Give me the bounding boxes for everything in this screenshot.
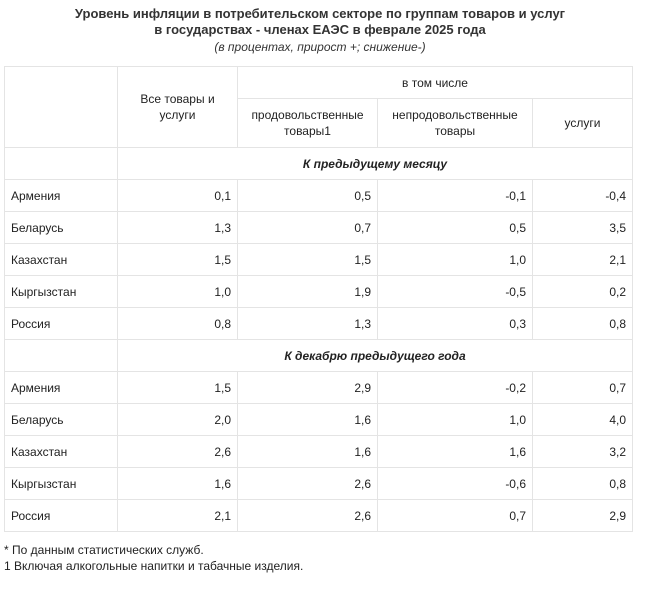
footnote-source: * По данным статистических служб. — [4, 543, 204, 557]
services-cell: 2,1 — [533, 244, 633, 276]
country-cell: Армения — [5, 180, 118, 212]
country-cell: Казахстан — [5, 244, 118, 276]
all-goods-cell: 2,0 — [118, 404, 238, 436]
nonfood-cell: -0,5 — [378, 276, 533, 308]
services-cell: 0,8 — [533, 308, 633, 340]
services-cell: 3,5 — [533, 212, 633, 244]
table-row — [5, 308, 633, 340]
nonfood-cell: 0,7 — [378, 500, 533, 532]
table-row — [5, 244, 633, 276]
all-goods-cell: 1,3 — [118, 212, 238, 244]
inflation-table — [4, 66, 633, 532]
section-row — [5, 148, 633, 180]
nonfood-cell: -0,6 — [378, 468, 533, 500]
services-cell: 2,9 — [533, 500, 633, 532]
section-label: К декабрю предыдущего года — [118, 340, 633, 372]
nonfood-cell: 1,6 — [378, 436, 533, 468]
country-cell: Армения — [5, 372, 118, 404]
nonfood-cell: 0,3 — [378, 308, 533, 340]
footnotes — [4, 542, 303, 574]
food-cell: 0,7 — [238, 212, 378, 244]
table-row — [5, 212, 633, 244]
food-cell: 2,6 — [238, 468, 378, 500]
footnote-food: 1 Включая алкогольные напитки и табачные изделия. — [4, 559, 304, 573]
services-cell: 4,0 — [533, 404, 633, 436]
food-cell: 1,9 — [238, 276, 378, 308]
food-cell: 1,6 — [238, 436, 378, 468]
section-row — [5, 340, 633, 372]
table-title — [0, 6, 640, 38]
header-food: продовольственные товары1 — [238, 99, 378, 148]
header-including: в том числе — [238, 67, 633, 99]
section-label: К предыдущему месяцу — [118, 148, 633, 180]
title-line-2: в государствах - членах ЕАЭС в феврале 2025 года — [154, 22, 486, 37]
food-cell: 0,5 — [238, 180, 378, 212]
table-row — [5, 372, 633, 404]
header-nonfood: непродовольственные товары — [378, 99, 533, 148]
country-cell: Казахстан — [5, 436, 118, 468]
table-row — [5, 436, 633, 468]
nonfood-cell: 0,5 — [378, 212, 533, 244]
food-cell: 2,9 — [238, 372, 378, 404]
country-cell: Россия — [5, 500, 118, 532]
header-country-cell — [5, 67, 118, 148]
header-row-1 — [5, 67, 633, 99]
food-cell: 1,6 — [238, 404, 378, 436]
section-blank-cell — [5, 340, 118, 372]
food-cell: 2,6 — [238, 500, 378, 532]
header-all-goods: Все товары и услуги — [118, 67, 238, 148]
nonfood-cell: 1,0 — [378, 244, 533, 276]
all-goods-cell: 1,5 — [118, 244, 238, 276]
services-cell: 0,2 — [533, 276, 633, 308]
section-blank-cell — [5, 148, 118, 180]
country-cell: Кыргызстан — [5, 468, 118, 500]
table-row — [5, 500, 633, 532]
title-line-1: Уровень инфляции в потребительском секторе по группам товаров и услуг — [74, 6, 566, 21]
header-services: услуги — [533, 99, 633, 148]
nonfood-cell: 1,0 — [378, 404, 533, 436]
all-goods-cell: 1,5 — [118, 372, 238, 404]
all-goods-cell: 1,0 — [118, 276, 238, 308]
country-cell: Россия — [5, 308, 118, 340]
all-goods-cell: 0,1 — [118, 180, 238, 212]
table-row — [5, 404, 633, 436]
all-goods-cell: 1,6 — [118, 468, 238, 500]
table-row — [5, 276, 633, 308]
nonfood-cell: -0,2 — [378, 372, 533, 404]
nonfood-cell: -0,1 — [378, 180, 533, 212]
services-cell: 0,7 — [533, 372, 633, 404]
country-cell: Беларусь — [5, 404, 118, 436]
food-cell: 1,5 — [238, 244, 378, 276]
all-goods-cell: 2,6 — [118, 436, 238, 468]
food-cell: 1,3 — [238, 308, 378, 340]
table-row — [5, 180, 633, 212]
services-cell: 3,2 — [533, 436, 633, 468]
all-goods-cell: 2,1 — [118, 500, 238, 532]
country-cell: Кыргызстан — [5, 276, 118, 308]
services-cell: -0,4 — [533, 180, 633, 212]
table-row — [5, 468, 633, 500]
services-cell: 0,8 — [533, 468, 633, 500]
country-cell: Беларусь — [5, 212, 118, 244]
all-goods-cell: 0,8 — [118, 308, 238, 340]
table-subtitle: (в процентах, прирост +; снижение-) — [214, 40, 426, 54]
